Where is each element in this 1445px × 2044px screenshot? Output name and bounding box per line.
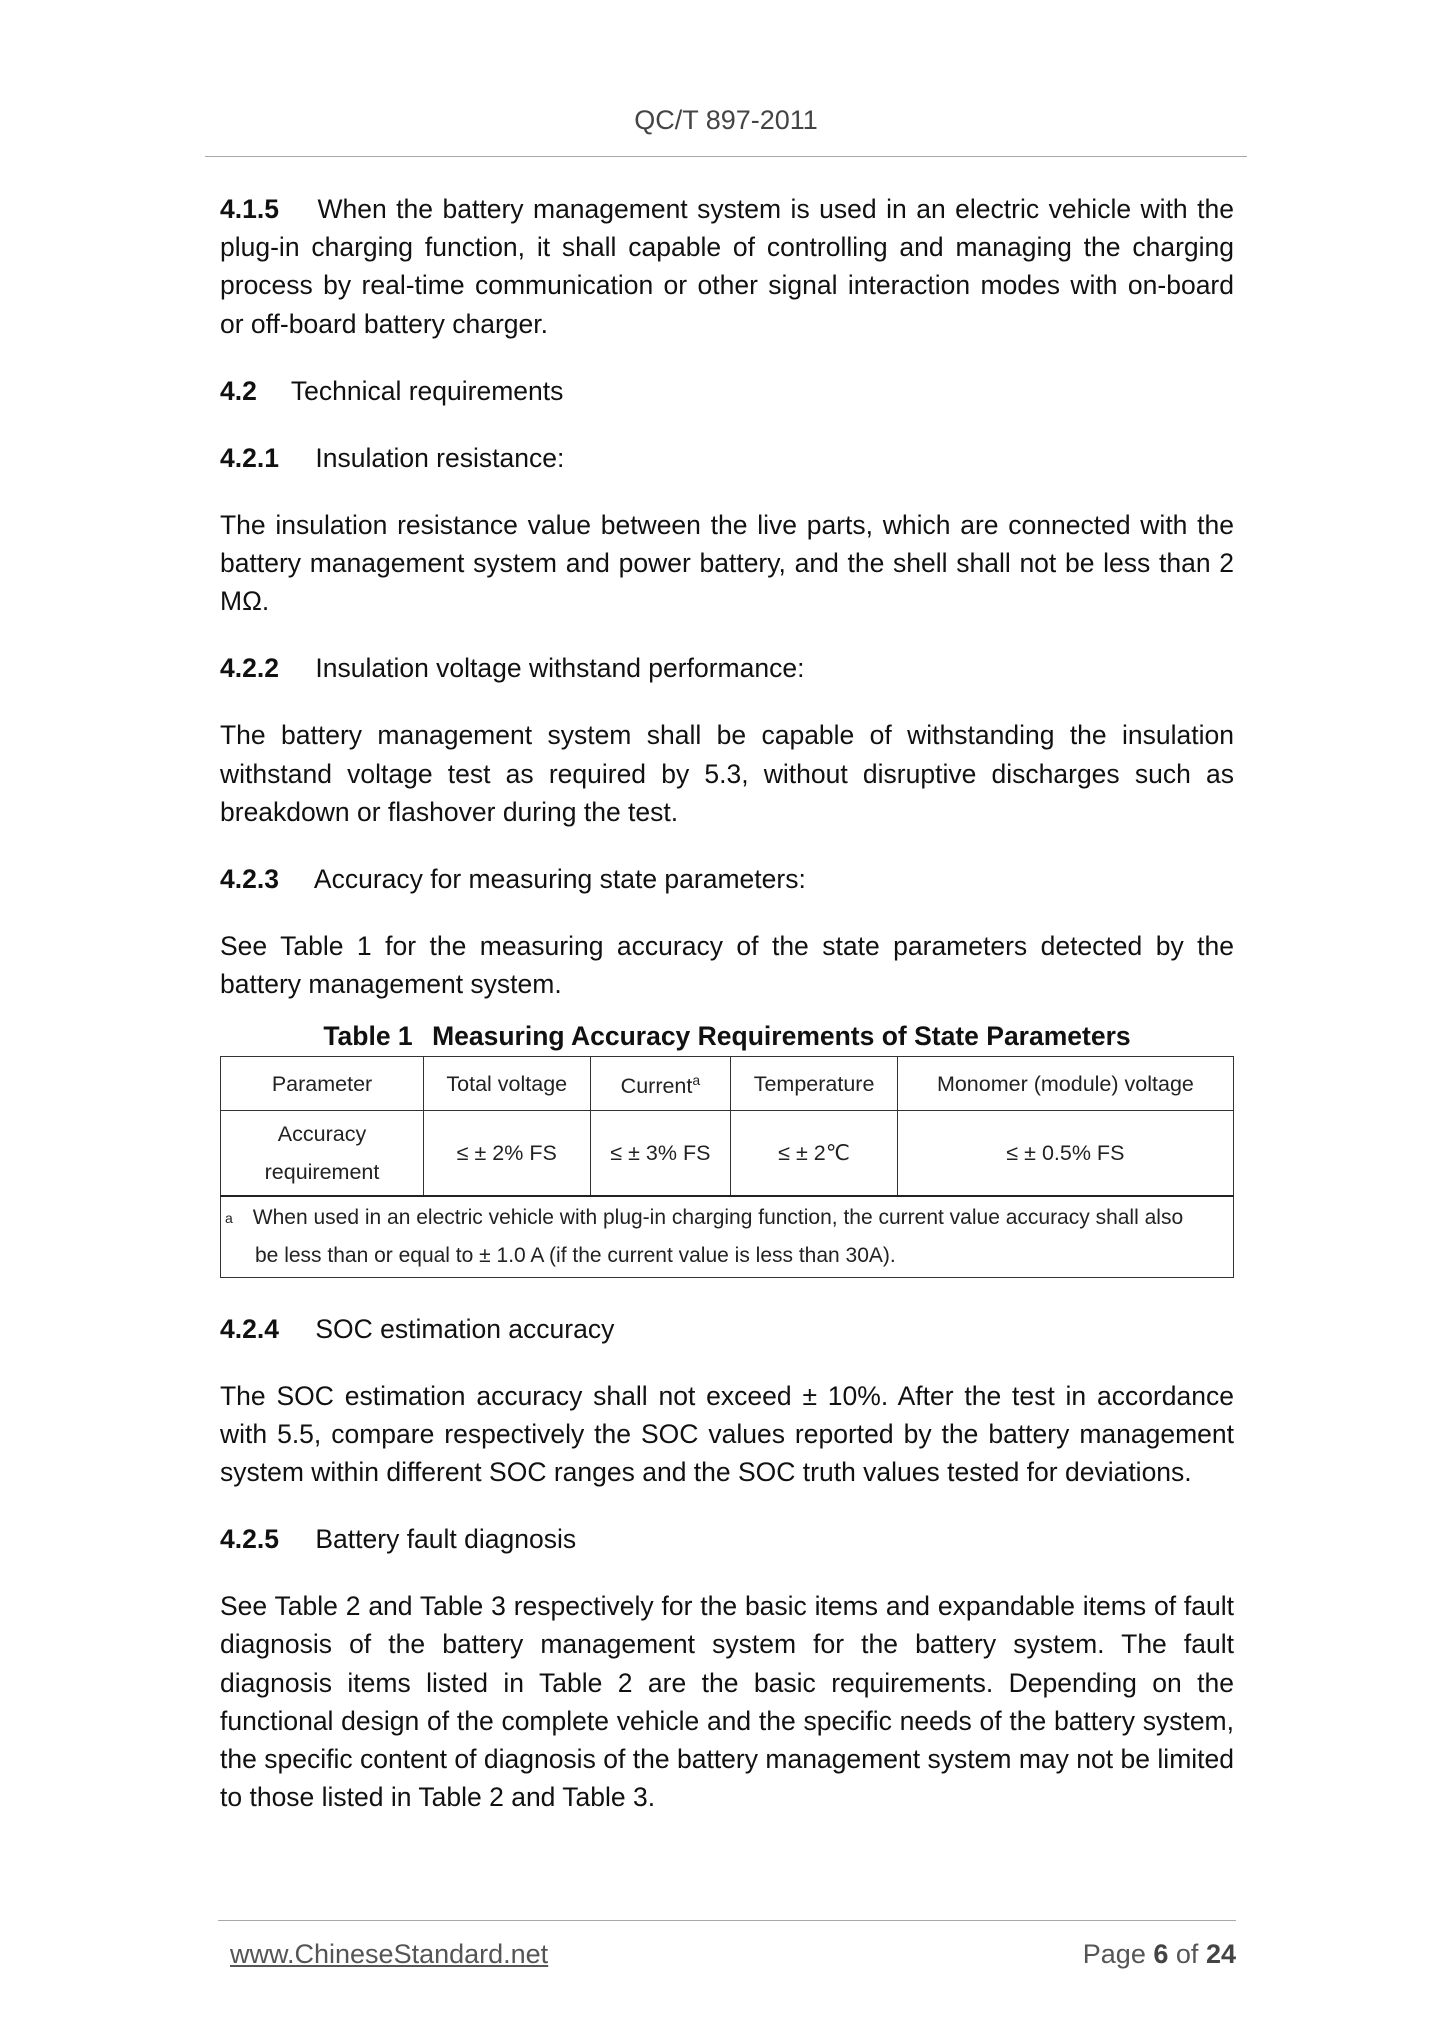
heading-title: Battery fault diagnosis xyxy=(315,1524,577,1555)
header-cell: Temperature xyxy=(731,1057,897,1110)
clause-text: When the battery management system is used in an electric vehicle with the plug-in charging function, it shall capable of controlling and managing the charging process by real-time communication or other signal interaction modes with on-board or off-board battery charger. xyxy=(220,194,1234,339)
website-link[interactable]: www.ChineseStandard.net xyxy=(230,1939,549,1969)
footnote-line: be less than or equal to ± 1.0 A (if the current value is less than 30A). xyxy=(255,1243,896,1267)
paragraph-4-2-3: See Table 1 for the measuring accuracy of the state parameters detected by the battery management system. xyxy=(220,931,1234,1000)
header-cell: Total voltage xyxy=(424,1057,591,1110)
page-body xyxy=(220,190,1234,1845)
page-total: 24 xyxy=(1205,1939,1236,1969)
accuracy-table xyxy=(220,1056,1234,1277)
paragraph-4-2-1: The insulation resistance value between the live parts, which are connected with the battery management system and power battery, and the shell shall not be less than 2 MΩ. xyxy=(220,509,1234,617)
footnote-marker: a xyxy=(692,1072,701,1089)
heading-4-2-1 xyxy=(220,439,1234,477)
heading-title: Technical requirements xyxy=(290,375,564,406)
row-label: Accuracy requirement xyxy=(221,1110,424,1196)
table-footnote xyxy=(221,1196,1234,1278)
heading-4-2 xyxy=(220,372,1234,410)
table-footnote-row xyxy=(221,1196,1234,1278)
heading-4-2-5 xyxy=(220,1520,1234,1558)
page-prefix: Page xyxy=(1082,1939,1146,1969)
clause-number: 4.1.5 xyxy=(220,194,279,224)
heading-title: Insulation resistance: xyxy=(315,442,565,473)
footnote-line: When used in an electric vehicle with plug-in charging function, the current value accuracy shall also xyxy=(252,1205,1184,1229)
clause-number: 4.2.5 xyxy=(220,1524,279,1555)
clause-number: 4.2.1 xyxy=(220,442,279,473)
header-cell: Monomer (module) voltage xyxy=(897,1057,1233,1110)
table-row xyxy=(221,1110,1234,1196)
clause-number: 4.2 xyxy=(220,375,257,406)
heading-4-2-3 xyxy=(220,860,1234,898)
clause-number: 4.2.4 xyxy=(220,1313,279,1344)
page-footer xyxy=(218,1920,1236,1969)
heading-title: Accuracy for measuring state parameters: xyxy=(313,864,806,895)
running-header: QC/T 897-2011 xyxy=(205,105,1247,157)
paragraph-4-2-5: See Table 2 and Table 3 respectively for the basic items and expandable items of fault diagnosis of the battery management system for the battery system. The fault diagnosis items listed in Table 2 are the basic requirements. Depending on the functional design of the complete vehicle and the specific needs of the battery system, the specific content of diagnosis of the battery management system may not be limited to those listed in Table 2 and Table 3. xyxy=(220,1591,1234,1813)
table-header-row xyxy=(221,1057,1234,1110)
table-title: Measuring Accuracy Requirements of State Parameters xyxy=(432,1021,1131,1052)
page-indicator xyxy=(1083,1939,1236,1970)
heading-4-2-2 xyxy=(220,649,1234,687)
clause-number: 4.2.2 xyxy=(220,653,279,684)
page-of: of xyxy=(1175,1939,1199,1969)
paragraph-4-2-4: The SOC estimation accuracy shall not exceed ± 10%. After the test in accordance with 5.5, compare respectively the SOC values reported by the battery management system within different SOC ranges and the SOC truth values tested for deviations. xyxy=(220,1380,1234,1487)
table-label: Table 1 xyxy=(323,1021,413,1052)
footnote-marker: a xyxy=(225,1209,233,1226)
table-cell: ≤ ± 3% FS xyxy=(590,1110,731,1196)
table-cell: ≤ ± 0.5% FS xyxy=(897,1110,1233,1196)
header-text: Current xyxy=(620,1074,693,1099)
heading-title: Insulation voltage withstand performance: xyxy=(315,653,805,684)
header-cell xyxy=(590,1057,731,1110)
clause-4-1-5 xyxy=(220,190,1234,343)
heading-title: SOC estimation accuracy xyxy=(315,1313,615,1344)
header-cell: Parameter xyxy=(221,1057,424,1110)
table-cell: ≤ ± 2℃ xyxy=(731,1110,897,1196)
clause-number: 4.2.3 xyxy=(220,864,279,895)
paragraph-4-2-2: The battery management system shall be capable of withstanding the insulation withstand voltage test as required by 5.3, without disruptive discharges such as breakdown or flashover during the test. xyxy=(220,720,1234,827)
table-cell: ≤ ± 2% FS xyxy=(424,1110,591,1196)
page-number: 6 xyxy=(1153,1939,1169,1969)
table-caption xyxy=(220,1021,1234,1052)
heading-4-2-4 xyxy=(220,1310,1234,1348)
